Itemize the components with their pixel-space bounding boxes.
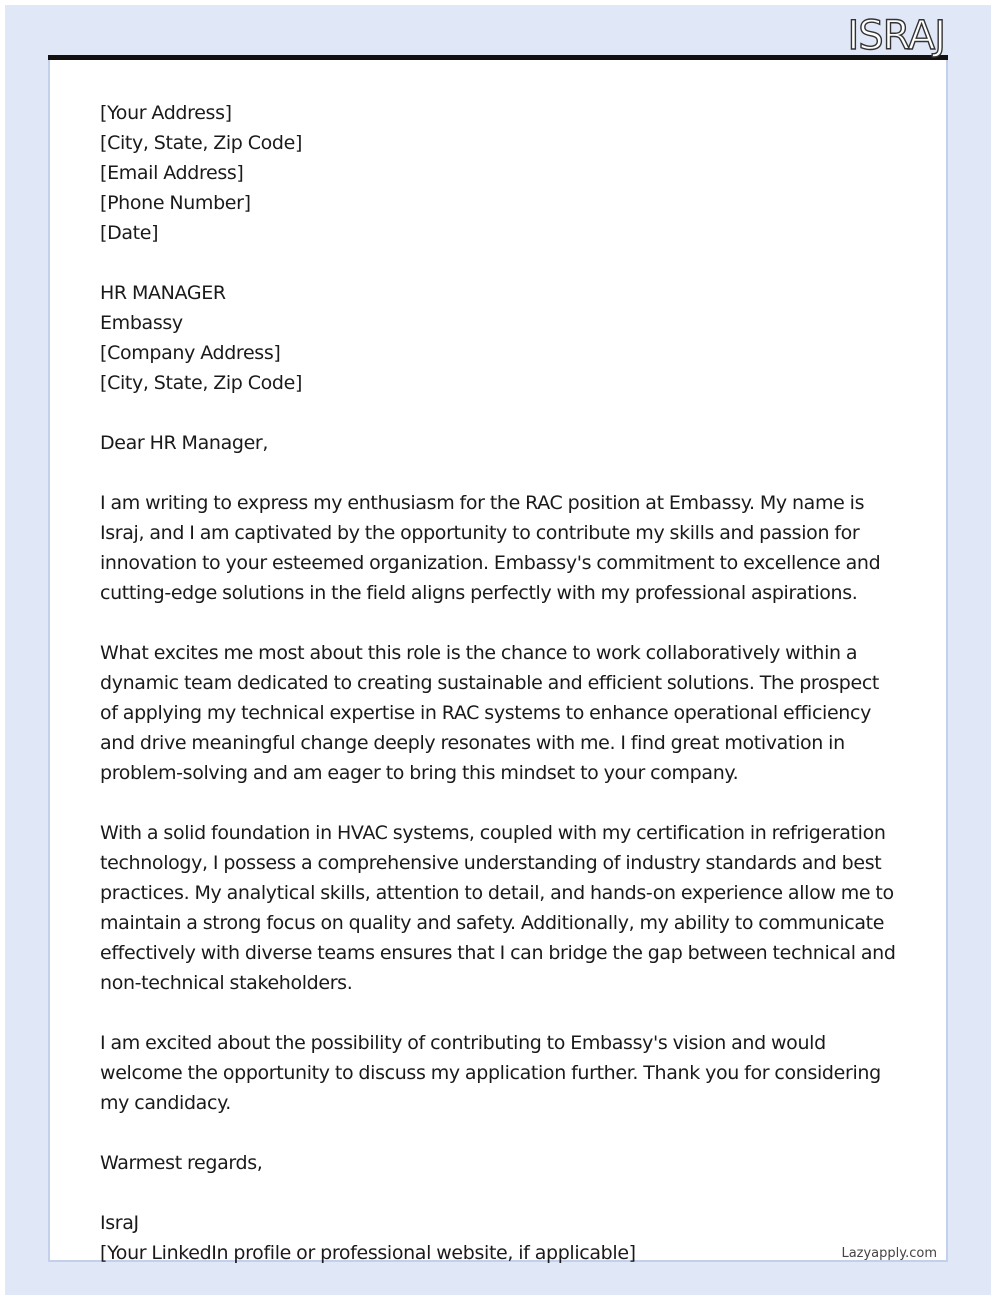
watermark-text: Lazyapply.com bbox=[841, 1246, 937, 1261]
cover-letter bbox=[100, 98, 900, 1268]
recipient-title: HR MANAGER bbox=[100, 282, 226, 304]
paragraph-qualifications: With a solid foundation in HVAC systems, coupled with my certification in refrigeration technology, I possess a comprehensive understanding of industry standards and best practices. My analytical skills, attention to detail, and hands-on experience allow me to maintain a strong focus on quality and safety. Additionally, my ability to communicate effectively with diverse teams ensures that I can bridge the gap between technical and non-technical stakeholders. bbox=[100, 822, 896, 994]
sender-block bbox=[100, 98, 900, 248]
closing-phrase: Warmest regards, bbox=[100, 1152, 263, 1174]
sender-phone: [Phone Number] bbox=[100, 192, 251, 214]
paragraph-motivation: What excites me most about this role is the chance to work collaboratively within a dynamic team dedicated to creating sustainable and efficient solutions. The prospect of applying my technical expertise in RAC systems to enhance operational efficiency and drive meaningful change deeply resonates with me. I find great motivation in problem-solving and am eager to bring this mindset to your company. bbox=[100, 642, 880, 784]
salutation: Dear HR Manager, bbox=[100, 432, 269, 454]
sender-date: [Date] bbox=[100, 222, 159, 244]
recipient-address: [Company Address] bbox=[100, 342, 281, 364]
paragraph-intro: I am writing to express my enthusiasm for the RAC position at Embassy. My name is Israj, and I am captivated by the opportunity to contribute my skills and passion for innovation to your esteemed organization. Embassy's commitment to excellence and cutting-edge solutions in the field aligns perfectly with my professional aspirations. bbox=[100, 492, 881, 604]
logo-text: ISRAJ bbox=[847, 13, 945, 59]
signature-block bbox=[100, 1208, 900, 1268]
recipient-city-state-zip: [City, State, Zip Code] bbox=[100, 372, 303, 394]
recipient-block bbox=[100, 278, 900, 398]
paragraph-closing: I am excited about the possibility of contributing to Embassy's vision and would welcome the opportunity to discuss my application further. Thank you for considering my candidacy. bbox=[100, 1032, 881, 1114]
signature-name: IsraJ bbox=[100, 1212, 139, 1234]
sender-email: [Email Address] bbox=[100, 162, 244, 184]
signature-profile: [Your LinkedIn profile or professional website, if applicable] bbox=[100, 1242, 636, 1264]
sender-address: [Your Address] bbox=[100, 102, 232, 124]
sender-city-state-zip: [City, State, Zip Code] bbox=[100, 132, 303, 154]
header-rule bbox=[48, 55, 948, 60]
recipient-company: Embassy bbox=[100, 312, 183, 334]
